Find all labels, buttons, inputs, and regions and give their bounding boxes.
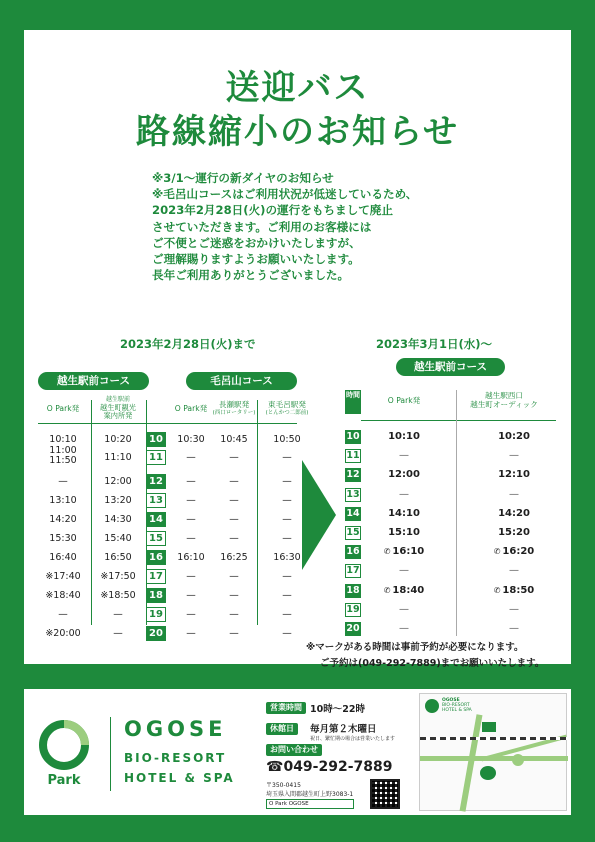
old-time-cell: 10:30 — [177, 434, 205, 445]
old-hour-19: 19 — [146, 607, 166, 622]
arrow-right-icon — [302, 460, 336, 570]
brand-ogose: OGOSE — [124, 717, 227, 741]
access-map: OGOSE BIO-RESORT HOTEL & SPA — [419, 693, 567, 811]
footer — [24, 689, 571, 815]
new-time-cell: — — [399, 603, 409, 615]
new-hour-15: 15 — [346, 527, 360, 538]
old-time-cell: — — [229, 533, 239, 544]
new-hour-19: 19 — [346, 603, 360, 615]
phone-reservation-icon: ✆ — [493, 547, 501, 557]
old-hour-10: 10 — [146, 432, 166, 447]
old-time-cell: — — [186, 609, 196, 620]
old-time-cell: — — [58, 609, 68, 620]
brand-bio-resort: BIO-RESORT — [124, 751, 227, 765]
closed-tag: 休館日 — [266, 723, 298, 735]
new-date: 2023年3月1日(水)～ — [376, 337, 493, 351]
old-time-cell: — — [229, 609, 239, 620]
new-header-hour: 時間 — [345, 390, 361, 414]
old-time-cell: 10:45 — [220, 434, 248, 445]
old-time-cell: ※18:50 — [100, 590, 136, 601]
new-time-cell: ✆ 18:40 — [383, 584, 425, 596]
old-time-cell: 16:10 — [177, 552, 205, 563]
old-time-cell: — — [229, 452, 239, 463]
new-header-rule — [361, 420, 556, 421]
new-time-cell: ✆ 18:50 — [493, 584, 535, 596]
old-hour-17: 17 — [146, 569, 166, 584]
old-time-cell: — — [282, 452, 292, 463]
old-time-cell: 16:40 — [49, 552, 77, 563]
old-time-cell: — — [186, 452, 196, 463]
old-time-cell: ※18:40 — [45, 590, 81, 601]
old-time-cell: — — [186, 514, 196, 525]
old-time-cell: — — [186, 628, 196, 639]
old-time-cell: — — [282, 628, 292, 639]
opark-logo-icon — [38, 719, 90, 771]
new-hour-17: 17 — [346, 565, 360, 577]
old-time-cell: — — [58, 476, 68, 487]
old-course-moroyama: 毛呂山コース — [186, 372, 297, 390]
title-line1: 送迎バス — [225, 68, 370, 108]
notice-sheet — [24, 30, 571, 669]
new-hour-14: 14 — [346, 507, 360, 519]
old-time-cell: 16:25 — [220, 552, 248, 563]
new-time-cell: — — [509, 623, 519, 634]
new-time-cell: — — [509, 565, 519, 577]
new-course-ogose-station: 越生駅前コース — [396, 358, 505, 376]
old-time-cell: 10:20 — [104, 434, 132, 445]
social-links[interactable]: O Park OGOSE — [266, 799, 354, 809]
old-time-cell: — — [186, 495, 196, 506]
closed-day: 毎月第２木曜日 — [310, 724, 377, 735]
new-time-cell: — — [509, 450, 519, 462]
old-time-cell: ※17:40 — [45, 571, 81, 582]
new-time-cell: — — [399, 488, 409, 500]
brand-hotel-spa: HOTEL & SPA — [124, 771, 235, 785]
new-time-cell: 14:20 — [498, 507, 530, 519]
old-time-cell: — — [282, 533, 292, 544]
new-time-cell: 15:20 — [498, 527, 530, 538]
old-time-cell: — — [229, 571, 239, 582]
old-time-cell: 14:20 — [49, 514, 77, 525]
old-hour-11: 11 — [146, 450, 166, 465]
old-time-cell: — — [113, 628, 123, 639]
phone-reservation-icon: ✆ — [493, 585, 501, 595]
old-time-cell: 11:10 — [104, 452, 132, 463]
new-header-opark: O Park発 — [387, 396, 421, 405]
old-time-cell: — — [229, 495, 239, 506]
new-hour-18: 18 — [346, 584, 360, 596]
new-time-cell: 10:10 — [388, 431, 420, 442]
new-hour-16: 16 — [346, 546, 360, 558]
qr-code[interactable] — [370, 779, 400, 809]
old-time-cell: 14:30 — [104, 514, 132, 525]
old-time-cell: — — [282, 476, 292, 487]
old-time-cell: — — [282, 514, 292, 525]
old-time-cell: — — [229, 476, 239, 487]
old-time-cell: 10:10 — [49, 434, 77, 445]
old-hour-15: 15 — [146, 531, 166, 546]
phone-reservation-icon: ✆ — [383, 547, 391, 557]
old-header-ogose-info: 越生駅前 越生町観光 案内所発 — [100, 396, 136, 420]
old-time-cell: — — [113, 609, 123, 620]
old-time-cell: — — [186, 590, 196, 601]
old-time-cell: — — [282, 590, 292, 601]
footer-divider — [110, 717, 111, 791]
new-header-ogose-west: 越生駅西口 越生町オーディック — [470, 391, 538, 409]
old-time-cell: — — [229, 514, 239, 525]
old-header-nagase: 長瀬駅発 (西口ロータリー) — [212, 400, 256, 416]
old-time-cell: 13:20 — [104, 495, 132, 506]
old-time-cell: 11:00 11:50 — [49, 445, 77, 466]
new-hour-11: 11 — [346, 450, 360, 462]
map-logo-icon — [425, 699, 439, 713]
old-time-cell: 16:30 — [273, 552, 301, 563]
contact-tag: お問い合わせ — [266, 744, 322, 756]
hours-tag: 営業時間 — [266, 702, 306, 714]
old-time-cell: — — [186, 533, 196, 544]
new-time-cell: — — [509, 603, 519, 615]
old-course-ogose-station: 越生駅前コース — [38, 372, 149, 390]
old-time-cell: 16:50 — [104, 552, 132, 563]
new-time-cell: 12:00 — [388, 469, 420, 481]
phone-icon: ☎ — [266, 759, 284, 775]
old-time-cell: 13:10 — [49, 495, 77, 506]
zip: 〒350-0415 — [266, 782, 301, 789]
hours: 10時～22時 — [310, 704, 365, 715]
old-date: 2023年2月28日(火)まで — [120, 337, 256, 351]
old-time-cell: — — [229, 628, 239, 639]
new-hour-13: 13 — [346, 488, 360, 500]
logo-word: Park — [47, 773, 81, 788]
new-time-cell: 14:10 — [388, 507, 420, 519]
new-time-cell: ✆ 16:10 — [383, 546, 425, 558]
reservation-note: ※マークがある時間は事前予約が必要になります。 — [306, 642, 524, 653]
reservation-phone-note: ご予約は(049-292-7889)までお願いいたします。 — [320, 658, 545, 669]
new-time-cell: — — [509, 488, 519, 500]
new-time-cell: — — [399, 623, 409, 634]
new-time-cell: 10:20 — [498, 431, 530, 442]
new-hour-12: 12 — [346, 469, 360, 481]
old-hour-20: 20 — [146, 626, 166, 641]
old-time-cell: — — [229, 590, 239, 601]
old-hour-18: 18 — [146, 588, 166, 603]
phone-reservation-icon: ✆ — [383, 585, 391, 595]
new-time-cell: — — [399, 450, 409, 462]
old-time-cell: — — [186, 571, 196, 582]
old-hour-14: 14 — [146, 512, 166, 527]
contact-phone: ☎049-292-7889 — [266, 759, 393, 775]
new-time-cell: 15:10 — [388, 527, 420, 538]
old-header-higashimoro: 東毛呂駅発 (とんかつ二郎前) — [265, 400, 309, 416]
old-time-cell: 12:00 — [104, 476, 132, 487]
old-time-cell: — — [186, 476, 196, 487]
new-time-cell: 12:10 — [498, 469, 530, 481]
old-time-cell: — — [282, 495, 292, 506]
notice-text: ※3/1～運行の新ダイヤのお知らせ ※毛呂山コースはご利用状況が低迷しているため、 2023年2月28日(火)の運行をもちまして廃止 させていただきます。ご利用のお客様には ご不便とご迷惑をおかけいたしますが、 ご理解賜りますようお願いいたします。 長年ご利用ありがとうございました。 — [152, 171, 418, 283]
new-hour-10: 10 — [346, 431, 360, 442]
new-hour-20: 20 — [346, 623, 360, 634]
old-time-cell: — — [282, 609, 292, 620]
old-time-cell: — — [282, 571, 292, 582]
old-hour-13: 13 — [146, 493, 166, 508]
new-divider — [456, 390, 457, 636]
new-time-cell: — — [399, 565, 409, 577]
old-header-opark: O Park発 — [46, 404, 80, 413]
old-hour-16: 16 — [146, 550, 166, 565]
old-time-cell: 10:50 — [273, 434, 301, 445]
old-header-opark-moro: O Park発 — [174, 404, 208, 413]
address: 埼玉県入間郡越生町上野3083-1 — [266, 791, 354, 798]
old-time-cell: ※20:00 — [45, 628, 81, 639]
new-time-cell: ✆ 16:20 — [493, 546, 535, 558]
title-line2: 路線縮小のお知らせ — [136, 112, 459, 152]
old-time-cell: ※17:50 — [100, 571, 136, 582]
old-time-cell: 15:30 — [49, 533, 77, 544]
old-header-rule — [38, 423, 297, 424]
old-time-cell: 15:40 — [104, 533, 132, 544]
closed-note: 祝日、繁忙期の場合は営業いたします — [310, 736, 396, 742]
old-hour-12: 12 — [146, 474, 166, 489]
